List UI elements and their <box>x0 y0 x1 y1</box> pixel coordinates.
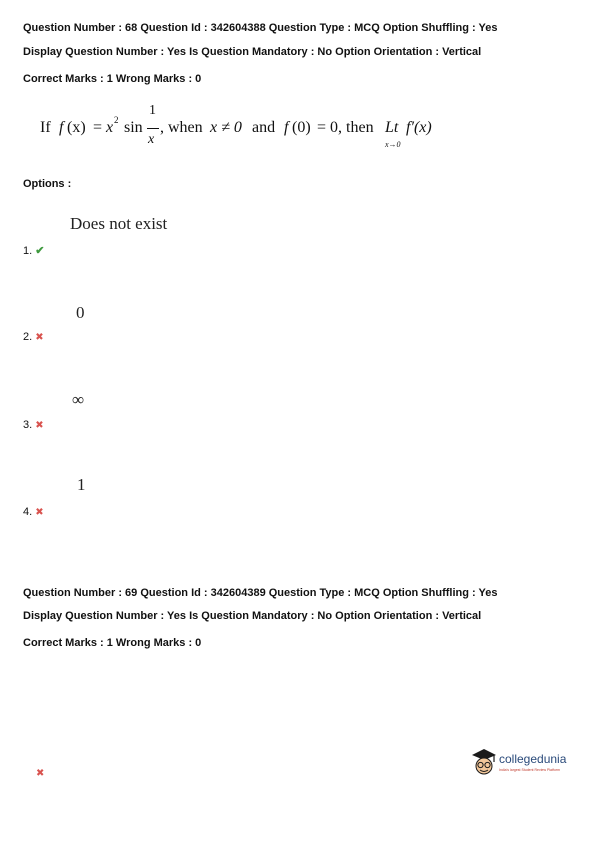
stem-zero-paren: (0) <box>292 119 311 136</box>
wrong-cross-icon: ✖ <box>36 768 45 779</box>
option-3-text: ∞ <box>72 390 85 409</box>
option-2-text: 0 <box>76 303 85 322</box>
logo-wordmark: collegedunia <box>499 752 567 766</box>
stem-f-prime: f′(x) <box>406 119 432 136</box>
wrong-cross-icon: ✖ <box>35 332 44 343</box>
stem-f0: f <box>284 119 289 136</box>
graduate-mascot-icon <box>471 748 497 776</box>
stem-x: x <box>106 119 114 136</box>
stem-exponent: 2 <box>114 115 119 125</box>
stem-frac-numerator: 1 <box>149 103 156 118</box>
logo-tagline: India's largest Student Review Platform <box>499 768 560 772</box>
stem-limit: Lt <box>385 119 399 136</box>
option-4-text: 1 <box>77 475 86 494</box>
q69-header-line3: Correct Marks : 1 Wrong Marks : 0 <box>23 637 202 649</box>
option-4-number: 4. <box>23 506 33 518</box>
q68-header-line3: Correct Marks : 1 Wrong Marks : 0 <box>23 73 202 85</box>
stem-if: If <box>40 119 51 136</box>
option-1-text: Does not exist <box>70 214 168 233</box>
wrong-cross-icon: ✖ <box>35 420 44 431</box>
stem-and: and <box>252 119 276 136</box>
stem-x-paren: (x) <box>67 119 86 136</box>
q69-header-line2: Display Question Number : Yes Is Question Mandatory : No Option Orientation : Vertical <box>23 610 482 622</box>
option-3-number: 3. <box>23 419 33 431</box>
stem-f: f <box>59 119 64 136</box>
stem-limit-subscript: x→0 <box>385 140 401 149</box>
option-2-number: 2. <box>23 331 33 343</box>
stem-frac-denominator: x <box>148 132 155 147</box>
option-1-number: 1. <box>23 245 33 257</box>
q68-header-line1: Question Number : 68 Question Id : 342604388 Question Type : MCQ Option Shuffling : Yes <box>23 22 498 34</box>
stem-equals-zero-then: = 0, then <box>317 119 374 136</box>
options-label: Options : <box>23 178 72 190</box>
collegedunia-logo <box>471 748 567 781</box>
stem-comma-when: , when <box>160 119 203 136</box>
q68-header-line2: Display Question Number : Yes Is Question Mandatory : No Option Orientation : Vertical <box>23 46 482 58</box>
correct-check-icon: ✔ <box>35 245 45 257</box>
stem-condition: x ≠ 0 <box>210 119 242 136</box>
wrong-cross-icon: ✖ <box>35 507 44 518</box>
stem-sin: sin <box>124 119 143 136</box>
stem-equals: = <box>93 119 103 136</box>
q69-header-line1: Question Number : 69 Question Id : 342604389 Question Type : MCQ Option Shuffling : Yes <box>23 587 498 599</box>
stem-frac-bar <box>147 128 159 129</box>
